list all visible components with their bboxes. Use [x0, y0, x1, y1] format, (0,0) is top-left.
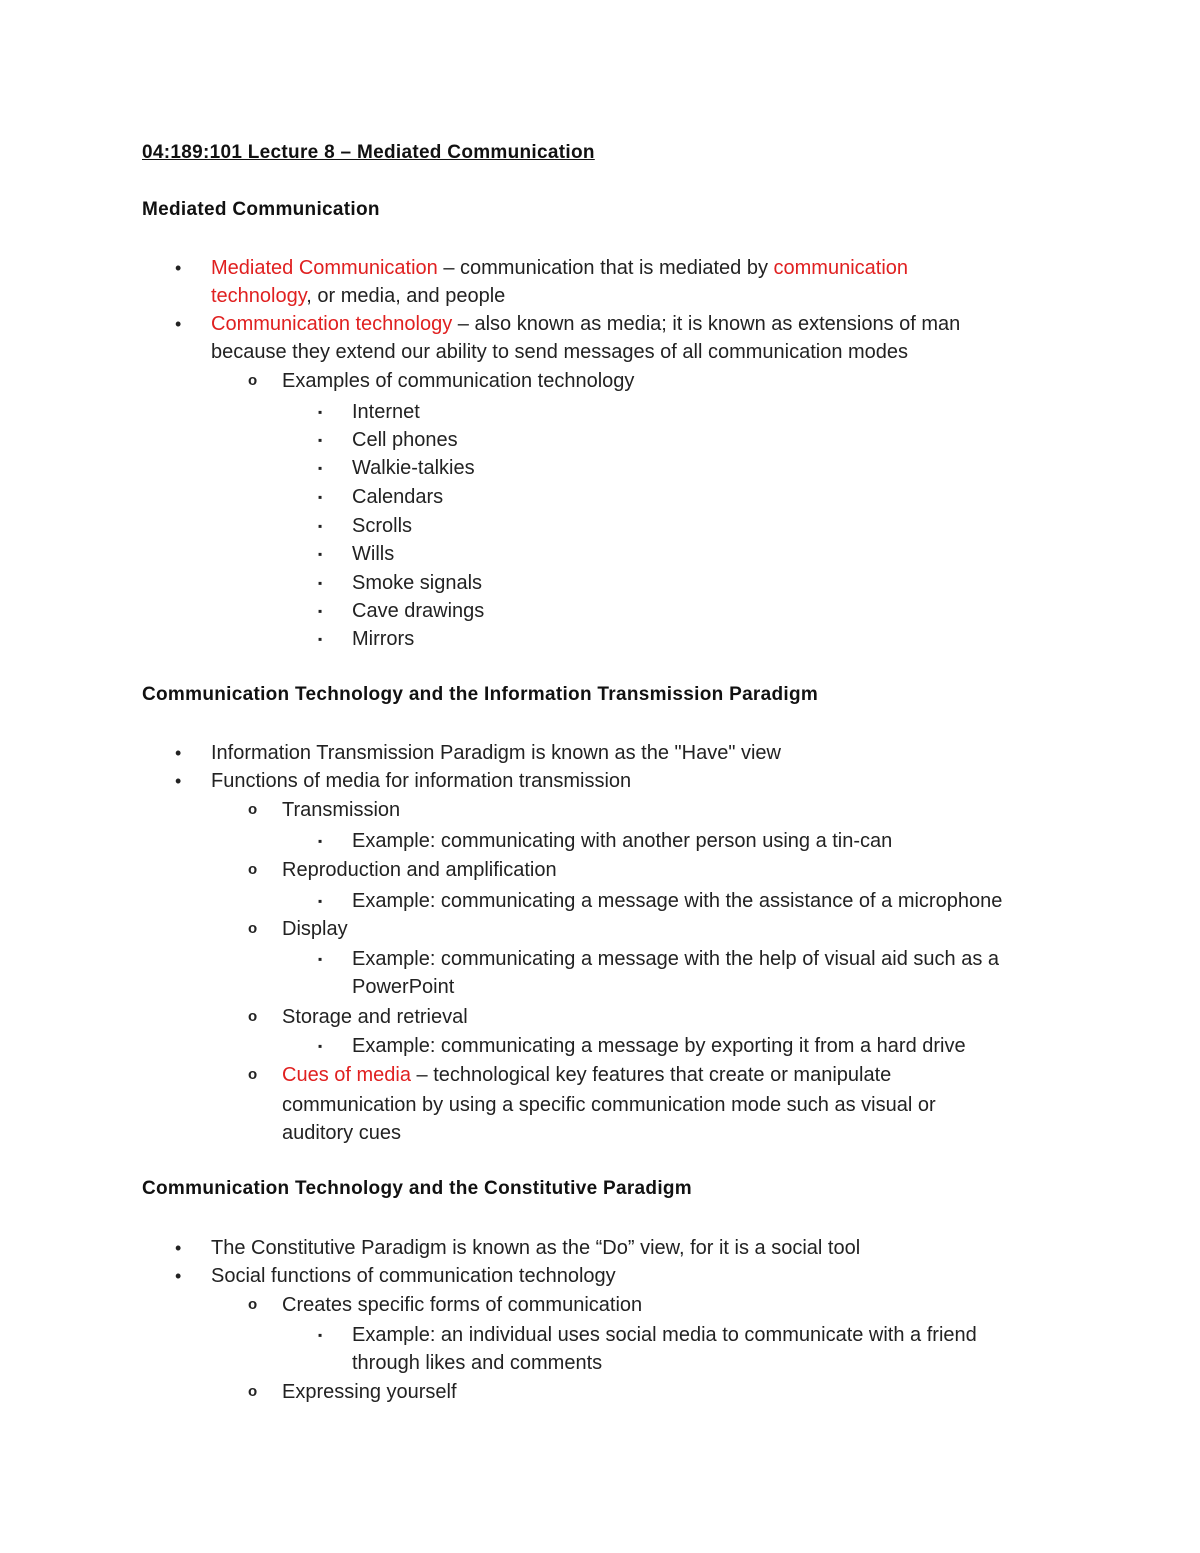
bullet-level3: ▪ — [318, 834, 323, 848]
example-item: Cell phones — [352, 429, 458, 451]
example-item: Mirrors — [352, 628, 415, 650]
section-heading-mediated-communication: Mediated Communication — [142, 199, 380, 220]
sub-item-cues-of-media: Cues of media – technological key features that create or manipulate — [282, 1064, 892, 1086]
bullet-level3: ▪ — [318, 952, 323, 966]
bullet-level3: ▪ — [318, 490, 323, 504]
list-item-continuation: technology, or media, and people — [211, 285, 506, 307]
bullet-level2: o — [248, 372, 258, 389]
bullet-level3: ▪ — [318, 894, 323, 908]
example-item: Example: communicating with another person using a tin-can — [352, 830, 893, 852]
example-item: Smoke signals — [352, 572, 483, 594]
example-item: Example: communicating a message with the help of visual aid such as a — [352, 948, 1000, 970]
example-item: Scrolls — [352, 515, 413, 537]
bullet-level2: o — [248, 1383, 258, 1400]
term-highlight: Communication technology — [211, 313, 453, 335]
sub-item-display: Display — [282, 918, 348, 940]
sub-item-continuation: auditory cues — [282, 1122, 401, 1144]
example-item: Walkie-talkies — [352, 457, 475, 479]
list-item-mediated-communication: Mediated Communication – communication that is mediated by communication — [211, 257, 909, 279]
list-item-media-functions: Functions of media for information transmission — [211, 770, 632, 792]
term-highlight: communication — [773, 257, 909, 279]
bullet-level2: o — [248, 1296, 258, 1313]
bullet-level3: ▪ — [318, 1328, 323, 1342]
section-heading-information-transmission: Communication Technology and the Information Transmission Paradigm — [142, 684, 819, 705]
bullet-level3: ▪ — [318, 1039, 323, 1053]
bullet-level1: • — [175, 771, 182, 791]
example-item-continuation: PowerPoint — [352, 976, 455, 998]
bullet-level3: ▪ — [318, 433, 323, 447]
list-item-do-view: The Constitutive Paradigm is known as the “Do” view, for it is a social tool — [211, 1237, 861, 1259]
list-item-communication-technology: Communication technology – also known as media; it is known as extensions of man — [211, 313, 961, 335]
term-highlight: Mediated Communication — [211, 257, 438, 279]
example-item: Calendars — [352, 486, 444, 508]
bullet-level1: • — [175, 314, 182, 334]
bullet-level2: o — [248, 801, 258, 818]
bullet-level3: ▪ — [318, 519, 323, 533]
section-heading-constitutive-paradigm: Communication Technology and the Constitutive Paradigm — [142, 1178, 692, 1199]
list-item-have-view: Information Transmission Paradigm is known as the "Have" view — [211, 742, 781, 764]
list-item-continuation: because they extend our ability to send messages of all communication modes — [211, 341, 909, 363]
term-highlight: technology — [211, 285, 307, 307]
example-item: Internet — [352, 401, 420, 423]
bullet-level3: ▪ — [318, 576, 323, 590]
sub-item-storage: Storage and retrieval — [282, 1006, 468, 1028]
bullet-level3: ▪ — [318, 405, 323, 419]
bullet-level2: o — [248, 861, 258, 878]
example-item-continuation: through likes and comments — [352, 1352, 603, 1374]
bullet-level2: o — [248, 1008, 258, 1025]
sub-item-continuation: communication by using a specific communication mode such as visual or — [282, 1094, 936, 1116]
bullet-level3: ▪ — [318, 632, 323, 646]
sub-item-specific-forms: Creates specific forms of communication — [282, 1294, 643, 1316]
sub-item-transmission: Transmission — [282, 799, 401, 821]
bullet-level1: • — [175, 1266, 182, 1286]
list-item-social-functions: Social functions of communication technology — [211, 1265, 616, 1287]
bullet-level3: ▪ — [318, 547, 323, 561]
bullet-level2: o — [248, 1066, 258, 1083]
example-item: Cave drawings — [352, 600, 485, 622]
bullet-level3: ▪ — [318, 461, 323, 475]
example-item: Example: communicating a message by exporting it from a hard drive — [352, 1035, 966, 1057]
bullet-level1: • — [175, 258, 182, 278]
bullet-level3: ▪ — [318, 604, 323, 618]
sub-item-examples: Examples of communication technology — [282, 370, 635, 392]
example-item: Wills — [352, 543, 395, 565]
bullet-level1: • — [175, 743, 182, 763]
bullet-level2: o — [248, 920, 258, 937]
term-highlight: Cues of media — [282, 1064, 411, 1086]
sub-item-expressing-yourself: Expressing yourself — [282, 1381, 457, 1403]
sub-item-reproduction: Reproduction and amplification — [282, 859, 557, 881]
example-item: Example: an individual uses social media to communicate with a friend — [352, 1324, 977, 1346]
example-item: Example: communicating a message with the assistance of a microphone — [352, 890, 1003, 912]
bullet-level1: • — [175, 1238, 182, 1258]
document-title: 04:189:101 Lecture 8 – Mediated Communication — [142, 142, 595, 163]
